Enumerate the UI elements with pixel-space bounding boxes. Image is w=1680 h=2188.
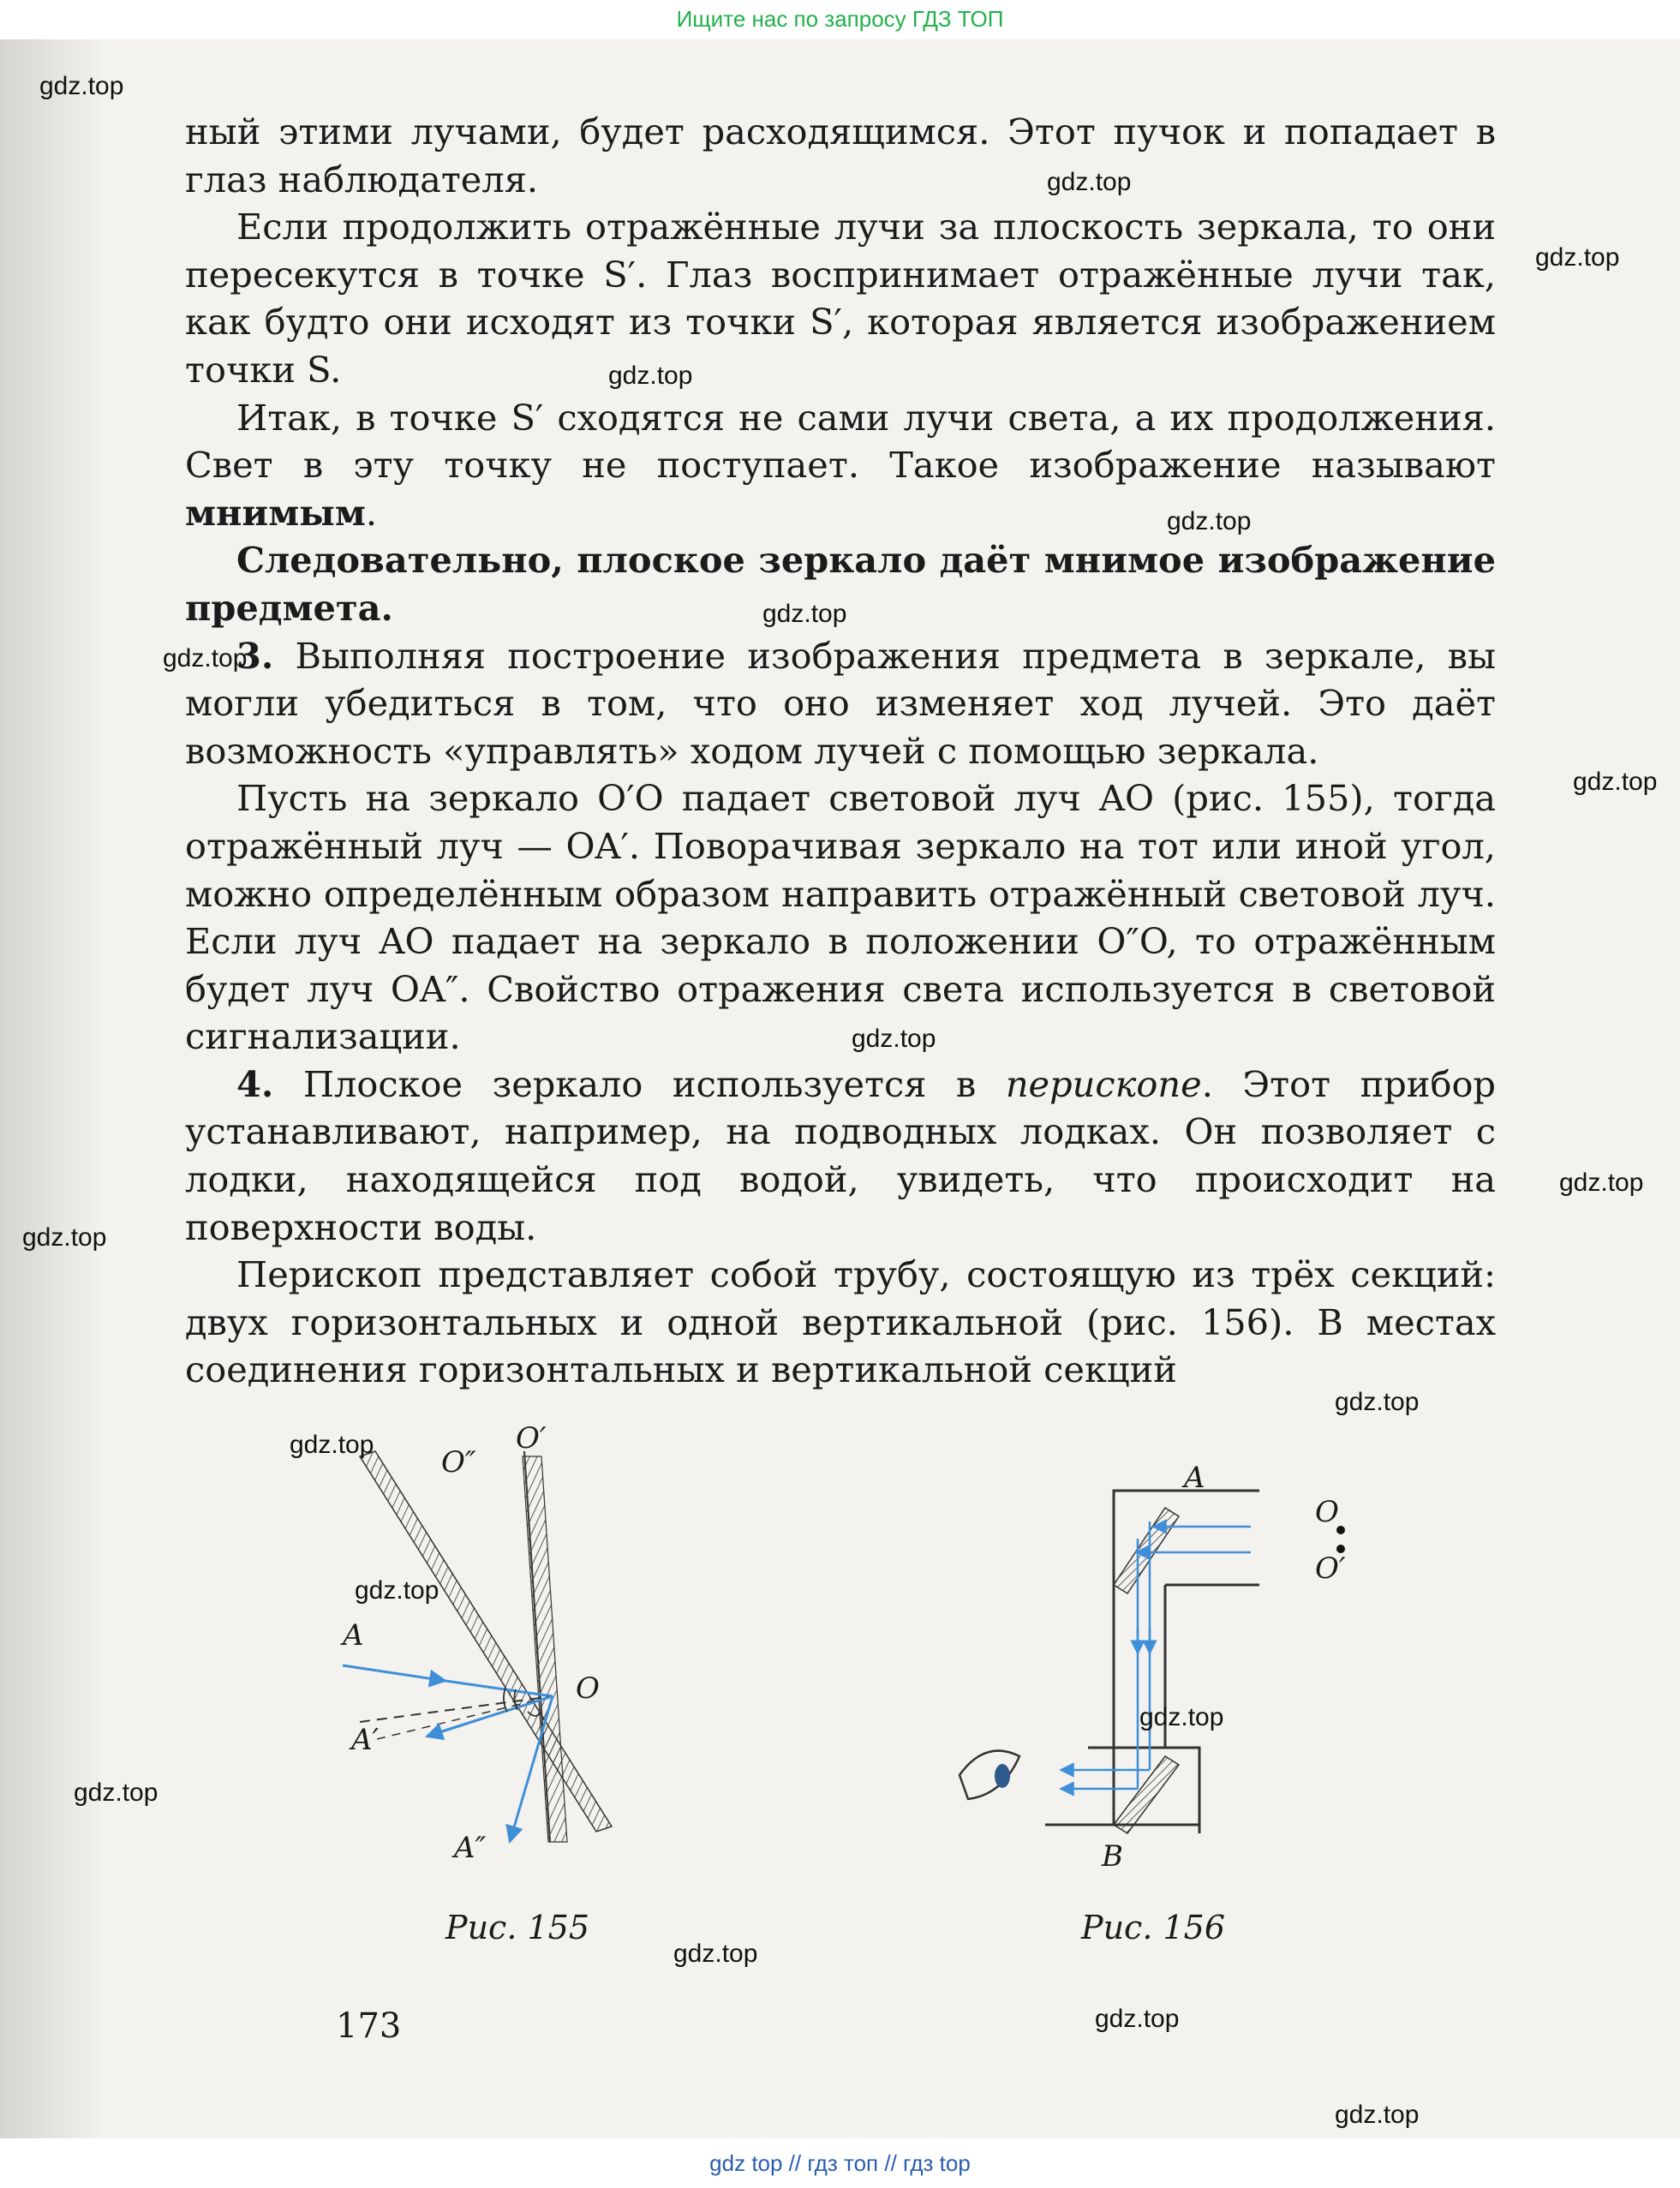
incident-ray-ao-cont <box>445 1681 553 1696</box>
footer-links[interactable]: gdz top // гдз топ // гдз top <box>0 2138 1680 2188</box>
section-number-4: 4. <box>236 1062 274 1105</box>
figure-156-periscope <box>951 1456 1362 1902</box>
watermark: gdz.top <box>762 600 847 628</box>
watermark: gdz.top <box>1535 243 1620 272</box>
watermark: gdz.top <box>673 1940 758 1968</box>
term-mnimym: мнимым <box>185 491 366 534</box>
label-o-prime: O′ <box>1315 1551 1346 1586</box>
label-a: A <box>343 1618 364 1653</box>
watermark: gdz.top <box>1335 2101 1420 2129</box>
watermark: gdz.top <box>74 1778 158 1807</box>
watermark: gdz.top <box>355 1576 439 1605</box>
watermark: gdz.top <box>1559 1169 1644 1197</box>
paragraph-4-conclusion: Следовательно, плоское зеркало даёт мнимое изображение предмета. <box>185 539 1496 629</box>
mirror-a <box>1114 1508 1179 1593</box>
watermark: gdz.top <box>163 644 248 673</box>
mirror-position-o-double-prime <box>360 1451 612 1832</box>
label-o: O <box>576 1671 600 1706</box>
paragraph-1: ный этими лучами, будет расходящимся. Этот пучок и попадает в глаз наблюдателя. <box>185 111 1496 200</box>
page-number: 173 <box>336 2006 402 2046</box>
paragraph-7-end: . Этот прибор устанавливают, например, на подводных лодках. Он позволяет с лодки, находящейся под водой, увидеть, что происходит на поверхности воды. <box>185 1062 1496 1248</box>
mirror-position-o-prime <box>523 1456 567 1842</box>
figure-156-caption: Рис. 156 <box>1081 1909 1226 1946</box>
watermark: gdz.top <box>1139 1703 1224 1731</box>
section-number-3: 3. <box>236 634 274 677</box>
watermark: gdz.top <box>22 1223 107 1252</box>
paragraph-5 <box>185 632 1496 775</box>
label-o-double-prime: O″ <box>441 1445 476 1480</box>
watermark: gdz.top <box>1167 507 1252 535</box>
paragraph-7 <box>185 1061 1496 1251</box>
watermark: gdz.top <box>290 1431 374 1459</box>
paragraph-5-text: Выполняя построение изображения предмета в зеркале, вы могли убедиться в том, что оно изменяет ход лучей. Это даёт возможность «управлять» ходом лучей с помощью зеркала. <box>185 634 1496 772</box>
watermark: gdz.top <box>1095 2005 1180 2033</box>
page-binding-shadow <box>0 39 103 2138</box>
paragraph-7-text: Плоское зеркало используется в <box>273 1062 1006 1105</box>
paragraph-3-end: . <box>365 491 378 534</box>
watermark: gdz.top <box>39 72 124 100</box>
label-b: B <box>1102 1839 1123 1874</box>
eye-pupil <box>995 1764 1010 1788</box>
paragraph-6: Пусть на зеркало O′O падает световой луч AO (рис. 155), тогда отражённый луч — OA′. Поворачивая зеркало на тот или иной угол, можно определённым образом направить отражённый световой луч. Если луч AO падает на зеркало в положении O″O, то отражённым будет луч OA″. Свойство отражения света используется в световой сигнализации. <box>185 777 1496 1058</box>
periscope-left-wall <box>1045 1508 1114 1825</box>
term-periscope: перископе <box>1005 1062 1202 1105</box>
watermark: gdz.top <box>1573 768 1658 796</box>
watermark: gdz.top <box>852 1025 936 1053</box>
label-a-prime: A′ <box>351 1723 380 1757</box>
watermark: gdz.top <box>1335 1388 1420 1416</box>
label-o-prime: O′ <box>516 1421 547 1456</box>
top-banner[interactable]: Ищите нас по запросу ГДЗ ТОП <box>676 6 1004 32</box>
paragraph-3-text: Итак, в точке S′ сходятся не сами лучи света, а их продолжения. Свет в эту точку не поступает. Такое изображение называют <box>185 396 1496 487</box>
watermark: gdz.top <box>1047 168 1132 196</box>
body-text <box>185 108 1496 1394</box>
paragraph-2: Если продолжить отражённые лучи за плоскость зеркала, то они пересекутся в точке S′. Глаз воспринимает отражённые лучи так, как будто они исходят из точки S′, которая является изображением точки S. <box>185 206 1496 391</box>
paragraph-3 <box>185 394 1496 537</box>
reflected-ray-oa-prime-arrow <box>427 1719 480 1737</box>
mirror-b <box>1114 1756 1179 1833</box>
label-o: O <box>1315 1495 1339 1529</box>
incident-ray-ao <box>343 1665 445 1681</box>
eye-icon <box>960 1751 1019 1799</box>
label-a: A <box>1184 1461 1205 1495</box>
watermark: gdz.top <box>608 362 693 390</box>
label-a-double-prime: A″ <box>454 1831 487 1865</box>
paragraph-8: Перископ представляет собой трубу, состоящую из трёх секций: двух горизонтальных и одной вертикальной (рис. 156). В местах соединения горизонтальных и вертикальной секций <box>185 1253 1496 1391</box>
figure-155-caption: Рис. 155 <box>445 1909 590 1946</box>
